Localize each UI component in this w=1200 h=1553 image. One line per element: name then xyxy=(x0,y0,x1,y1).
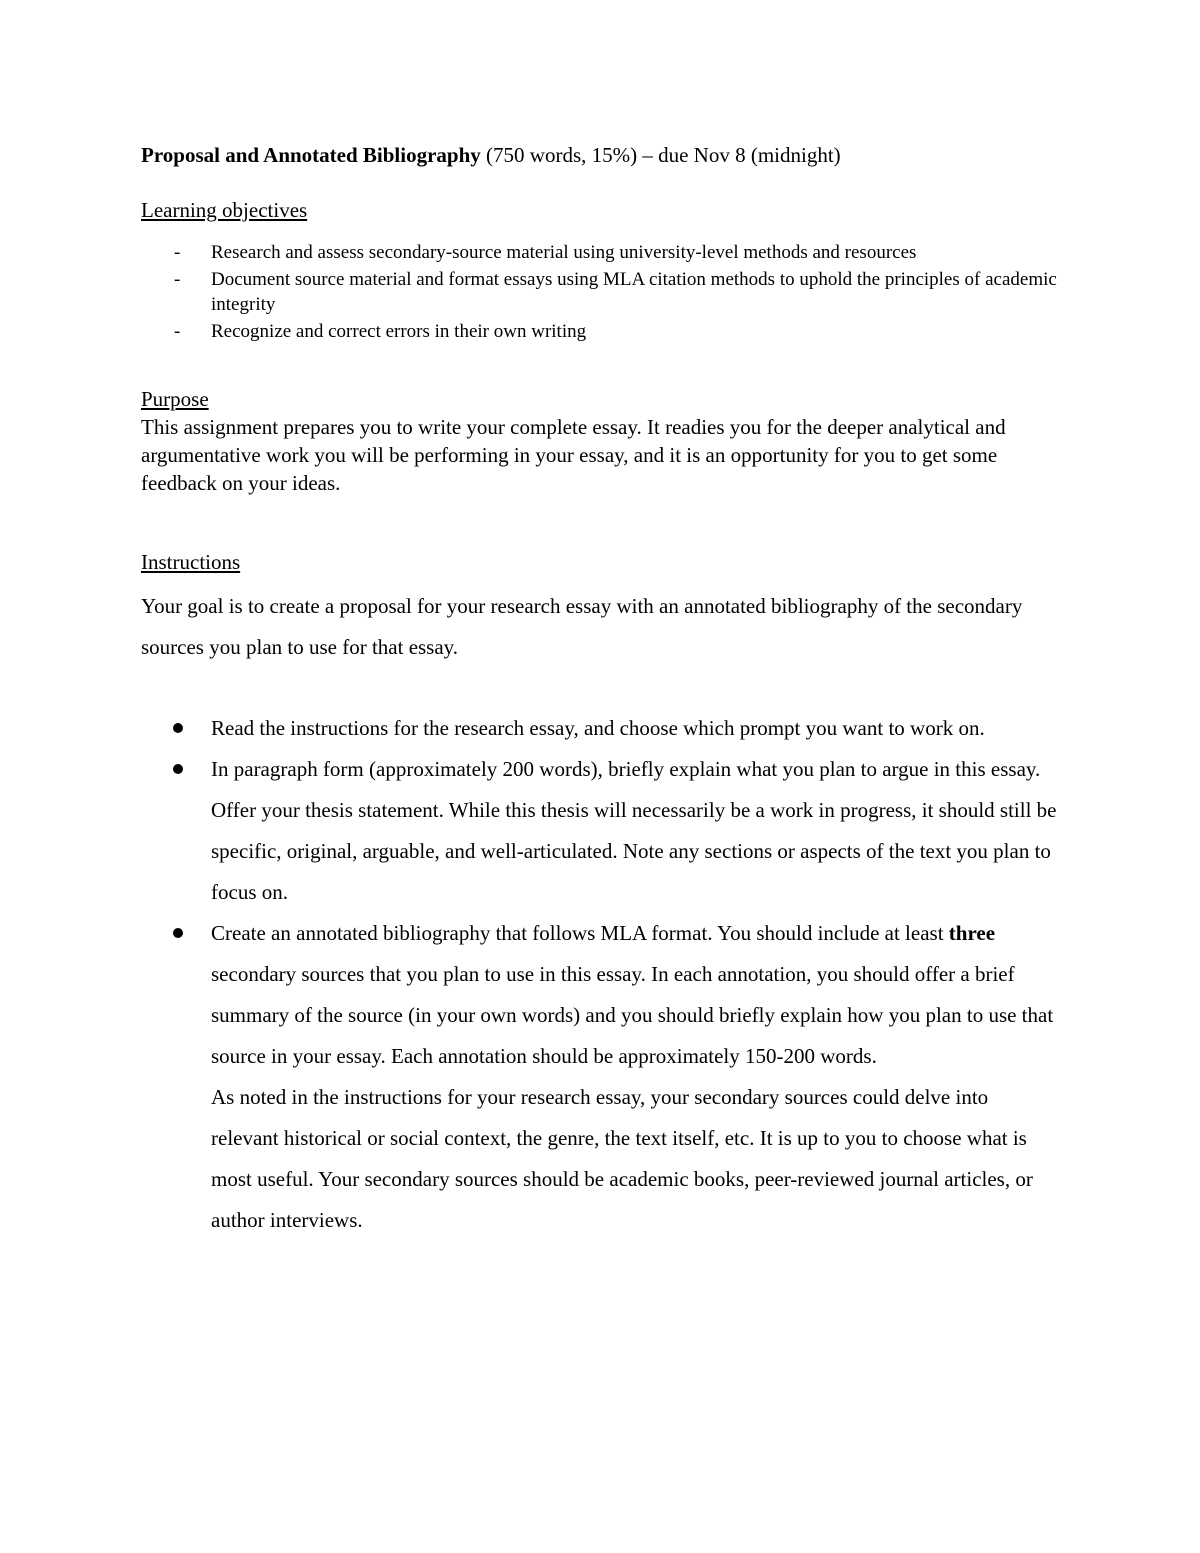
objective-item xyxy=(141,267,1071,317)
dash-bullet: - xyxy=(174,321,181,342)
bullet-dot-icon xyxy=(173,723,183,733)
instructions-intro: Your goal is to create a proposal for your research essay with an annotated bibliography of the secondary sources you plan to use for that essay. xyxy=(141,594,1023,659)
objective-text: Document source material and format essays using MLA citation methods to uphold the principles of academic integrity xyxy=(211,269,1057,315)
instruction-item xyxy=(141,913,1061,1241)
dash-bullet: - xyxy=(174,269,181,290)
instruction-text: Read the instructions for the research essay, and choose which prompt you want to work on. xyxy=(211,716,985,740)
instruction-text-pre: Create an annotated bibliography that follows MLA format. You should include at least xyxy=(211,921,949,945)
objective-text: Recognize and correct errors in their own writing xyxy=(211,321,587,342)
instruction-item xyxy=(141,749,1061,913)
purpose-heading: Purpose xyxy=(141,387,209,411)
bullet-dot-icon xyxy=(173,928,183,938)
instruction-emphasis: three xyxy=(948,921,996,945)
objective-item xyxy=(141,319,1071,344)
learning-objectives-list xyxy=(141,240,1071,346)
instructions-heading: Instructions xyxy=(141,550,241,574)
instruction-note: As noted in the instructions for your research essay, your secondary sources could delve into relevant historical or social context, the genre, the text itself, etc. It is up to you to choose what is most useful. Your secondary sources should be academic books, peer-reviewed journal articles, or author interviews. xyxy=(211,1085,1033,1232)
purpose-paragraph: This assignment prepares you to write your complete essay. It readies you for the deeper analytical and argumentative work you will be performing in your essay, and it is an opportunity for you to get some feedback on your ideas. xyxy=(141,415,1006,495)
objective-text: Research and assess secondary-source material using university-level methods and resources xyxy=(211,242,917,263)
learning-objectives-heading: Learning objectives xyxy=(141,198,308,222)
assignment-title-bold: Proposal and Annotated Bibliography xyxy=(141,143,481,167)
assignment-title xyxy=(141,140,841,170)
instruction-text: In paragraph form (approximately 200 words), briefly explain what you plan to argue in this essay. Offer your thesis statement. While this thesis will necessarily be a work in progress, it should still be specific, original, arguable, and well-articulated. Note any sections or aspects of the text you plan to focus on. xyxy=(211,757,1057,904)
instruction-item xyxy=(141,708,1061,749)
instructions-bullet-list xyxy=(141,708,1061,1241)
objective-item xyxy=(141,240,1071,265)
dash-bullet: - xyxy=(174,242,181,263)
instruction-text-post: secondary sources that you plan to use in this essay. In each annotation, you should offer a brief summary of the source (in your own words) and you should briefly explain how you plan to use that source in your essay. Each annotation should be approximately 150-200 words. xyxy=(211,962,1054,1068)
bullet-dot-icon xyxy=(173,764,183,774)
assignment-title-details: (750 words, 15%) – due Nov 8 (midnight) xyxy=(480,143,841,167)
